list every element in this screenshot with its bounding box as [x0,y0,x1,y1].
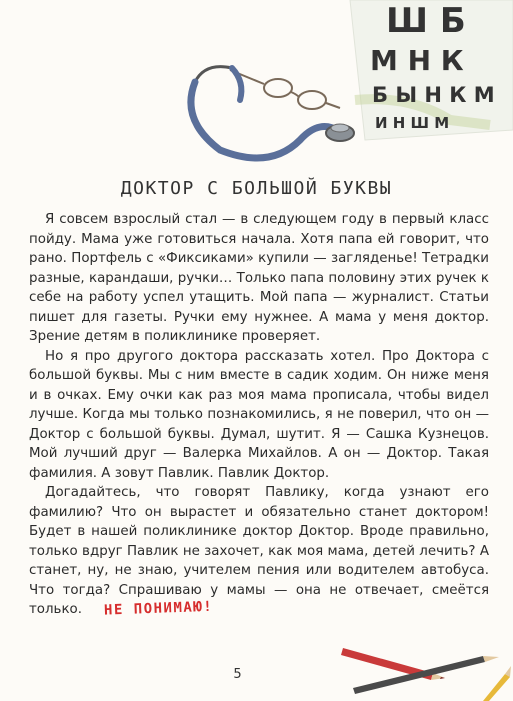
body-text [29,210,489,620]
glasses-icon [230,70,340,109]
paragraph-text: Догадайтесь, что говорят Павлику, когда узнают его фамилию? Что он вырастет и обязательно станет доктором! Будет в нашей поликлинике доктор Доктор. Вроде правильно, только вдруг Павлик не захочет, как моя мама, детей лечить? А станет, ну, не знаю, учителем пения или водителем автобуса. Что тогда? Спрашиваю у мамы — она не отвечает, смеётся только. [29,485,489,617]
pencils-illustration [333,628,513,701]
eye-chart-row-3: Б Ы Н К М [372,83,495,107]
page-number: 5 [233,667,242,682]
paragraph [29,483,489,620]
header-illustration [150,0,513,175]
handwritten-note: НЕ ПОНИМАЮ! [103,598,214,619]
eye-chart-row-1: Ш Б [386,1,466,41]
paragraph: Я совсем взрослый стал — в следующем году в первый класс пойду. Мама уже готовиться начала. Хотя папа ей говорит, что рано. Портфель с «Фиксиками» купили — загляденье! Тетрадки разные, карандаши, ручки… Только папа половину этих ручек к себе на работу успел утащить. Мой папа — журналист. Статьи пишет для газеты. Ручки ему нужнее. А мама у меня доктор. Зрение детям в поликлинике проверяет. [29,212,489,344]
eye-chart-row-4: И Н Ш М [375,114,450,132]
eye-chart [350,0,513,140]
eye-chart-row-2: М Н К [370,44,464,77]
chapter-title: ДОКТОР С БОЛЬШОЙ БУКВЫ [120,178,393,199]
paragraph: Но я про другого доктора рассказать хотел. Про Доктора с большой буквы. Мы с ним вместе в садик ходим. Он ниже меня и в очках. Ему очки как раз моя мама прописала, чтобы видел лучше. Когда мы только познакомились, я не поверил, что он — Доктор с большой буквы. Думал, шутит. Я — Сашка Кузнецов. Мой лучший друг — Валерка Михайлов. А он — Доктор. Такая фамилия. А зовут Павлик. Павлик Доктор. [29,348,489,481]
yellow-pencil-icon [483,666,511,701]
